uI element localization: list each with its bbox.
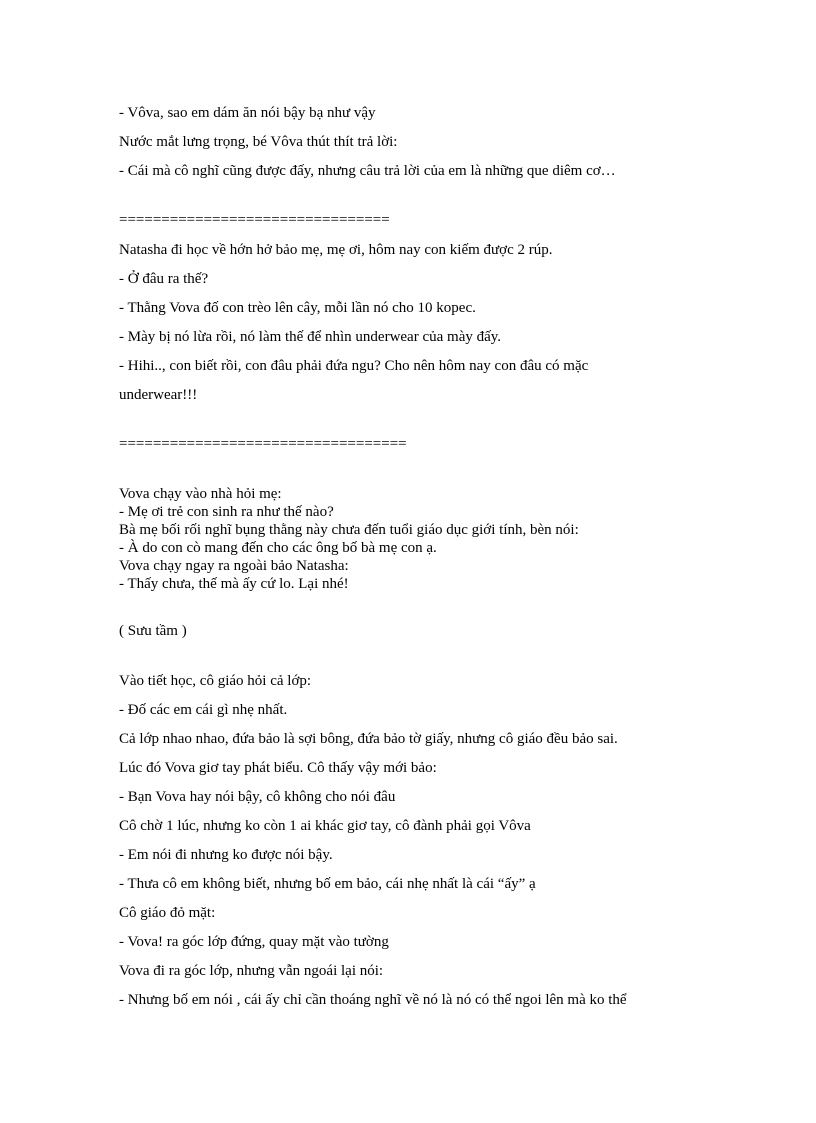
story4-line-7: - Em nói đi nhưng ko được nói bậy. bbox=[119, 847, 333, 863]
story4-line-1: Vào tiết học, cô giáo hỏi cả lớp: bbox=[119, 673, 312, 689]
story2-line-4: - Mày bị nó lừa rồi, nó làm thế để nhìn underwear của mày đấy. bbox=[119, 329, 502, 345]
story4-line-3: Cả lớp nhao nhao, đứa bảo là sợi bông, đứa bảo tờ giấy, nhưng cô giáo đều bảo sai. bbox=[119, 731, 618, 747]
story1-line-2: Nước mắt lưng trọng, bé Vôva thút thít trả lời: bbox=[119, 134, 398, 150]
source-note: ( Sưu tầm ) bbox=[119, 623, 187, 639]
story2-line-3: - Thằng Vova đố con trèo lên cây, mỗi lần nó cho 10 kopec. bbox=[119, 300, 476, 316]
story4-line-12: - Nhưng bố em nói , cái ấy chỉ cần thoáng nghĩ về nó là nó có thể ngoi lên mà ko thể bbox=[119, 992, 627, 1008]
story2-line-6: underwear!!! bbox=[119, 387, 198, 403]
story4-line-6: Cô chờ 1 lúc, nhưng ko còn 1 ai khác giơ tay, cô đành phải gọi Vôva bbox=[119, 818, 531, 834]
story3-line-6: - Thấy chưa, thế mà ấy cứ lo. Lại nhé! bbox=[119, 576, 349, 592]
story4-line-2: - Đố các em cái gì nhẹ nhất. bbox=[119, 702, 288, 718]
story3-line-2: - Mẹ ơi trẻ con sinh ra như thế nào? bbox=[119, 504, 334, 520]
story3-line-5: Vova chạy ngay ra ngoài bảo Natasha: bbox=[119, 558, 349, 574]
story1-line-3: - Cái mà cô nghĩ cũng được đấy, nhưng câu trả lời của em là những que diêm cơ… bbox=[119, 163, 616, 179]
story3-line-4: - À do con cò mang đến cho các ông bố bà mẹ con ạ. bbox=[119, 540, 437, 556]
story3-line-3: Bà mẹ bối rối nghĩ bụng thằng này chưa đến tuổi giáo dục giới tính, bèn nói: bbox=[119, 522, 579, 538]
story4-line-4: Lúc đó Vova giơ tay phát biểu. Cô thấy vậy mới bảo: bbox=[119, 760, 437, 776]
story4-line-8: - Thưa cô em không biết, nhưng bố em bảo, cái nhẹ nhất là cái “ấy” ạ bbox=[119, 876, 536, 892]
story4-line-9: Cô giáo đỏ mặt: bbox=[119, 905, 216, 921]
story2-line-2: - Ở đâu ra thế? bbox=[119, 271, 209, 287]
story1-line-1: - Vôva, sao em dám ăn nói bậy bạ như vậy bbox=[119, 105, 376, 121]
story4-line-5: - Bạn Vova hay nói bậy, cô không cho nói đâu bbox=[119, 789, 396, 805]
story2-line-1: Natasha đi học về hớn hở bảo mẹ, mẹ ơi, hôm nay con kiếm được 2 rúp. bbox=[119, 242, 553, 258]
story4-line-10: - Vova! ra góc lớp đứng, quay mặt vào tường bbox=[119, 934, 389, 950]
story4-line-11: Vova đi ra góc lớp, nhưng vẫn ngoái lại nói: bbox=[119, 963, 384, 979]
story2-line-5: - Hihi.., con biết rồi, con đâu phải đứa ngu? Cho nên hôm nay con đâu có mặc bbox=[119, 358, 589, 374]
story3-line-1: Vova chạy vào nhà hỏi mẹ: bbox=[119, 486, 282, 502]
separator-2: ================================== bbox=[119, 436, 407, 452]
separator-1: ================================ bbox=[119, 212, 390, 228]
